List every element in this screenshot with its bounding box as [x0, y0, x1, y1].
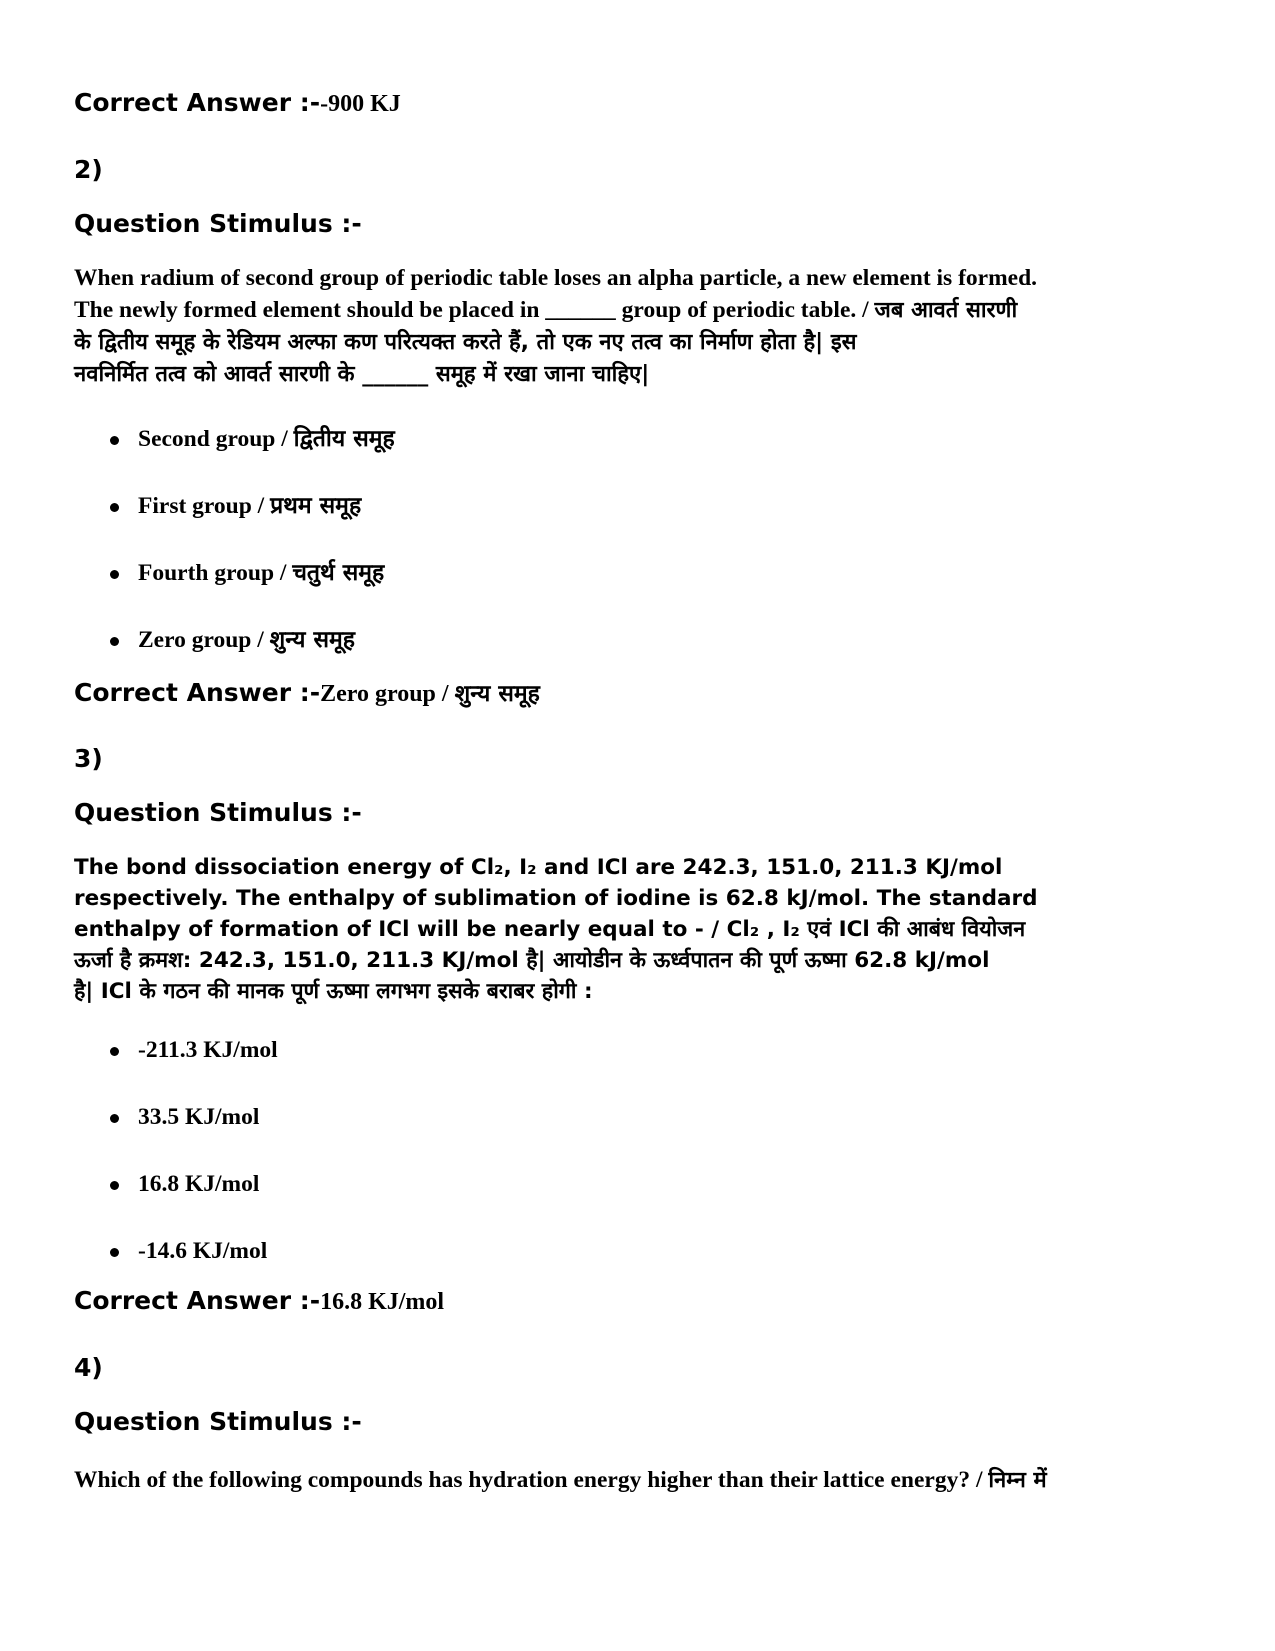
correct-answer-label: Correct Answer :-: [74, 1286, 321, 1315]
option-item: [74, 424, 1174, 491]
option-item: [74, 491, 1174, 558]
option-text-hi: प्रथम समूह: [270, 493, 362, 519]
bullet-icon: [110, 570, 119, 579]
correct-answer-value: Zero group /: [320, 681, 455, 707]
option-text-en: Zero group /: [138, 627, 270, 653]
option-text-en: First group /: [138, 493, 271, 519]
question-number: 3): [74, 744, 103, 773]
option-text-hi: शुन्य समूह: [269, 627, 355, 653]
question-stimulus-label: Question Stimulus :-: [74, 798, 362, 827]
option-item: [74, 1035, 1174, 1102]
option-text-hi: द्वितीय समूह: [293, 426, 395, 452]
option-list: [74, 424, 1174, 692]
stem-line: नवनिर्मित तत्व को आवर्त सारणी के ______ समूह में रखा जाना चाहिए|: [74, 362, 650, 387]
correct-answer-value-hi: शुन्य समूह: [454, 681, 540, 707]
option-text-en: Fourth group /: [138, 560, 293, 586]
option-list: [74, 1035, 1174, 1303]
option-text: -14.6 KJ/mol: [138, 1238, 268, 1264]
bullet-icon: [110, 503, 119, 512]
stem-text-hi: निम्न में: [988, 1468, 1047, 1493]
stem-line: [74, 1464, 1194, 1497]
question-number: 4): [74, 1353, 103, 1382]
correct-answer-value: -900 KJ: [320, 91, 401, 117]
option-text-hi: चतुर्थ समूह: [292, 560, 385, 586]
correct-answer-value: 16.8 KJ/mol: [320, 1289, 445, 1315]
option-text-en: Second group /: [138, 426, 294, 452]
stem-text-hi: जब आवर्त सारणी: [874, 298, 1018, 323]
stem-text-en: The newly formed element should be placed in ______ group of periodic table. /: [74, 297, 875, 323]
option-item: [74, 558, 1174, 625]
question-number: 2): [74, 155, 103, 184]
question-stem: [74, 852, 1194, 1007]
option-item: [74, 1169, 1174, 1236]
correct-answer: [74, 676, 540, 708]
option-text: -211.3 KJ/mol: [138, 1037, 278, 1063]
bullet-icon: [110, 436, 119, 445]
correct-answer: [74, 1286, 444, 1316]
stem-line: When radium of second group of periodic table loses an alpha particle, a new element is formed.: [74, 265, 1038, 291]
bullet-icon: [110, 1181, 119, 1190]
question-stem: [74, 1464, 1194, 1497]
stem-line: ऊर्जा है क्रमश: 242.3, 151.0, 211.3 KJ/mol है| आयोडीन के ऊर्ध्वपातन की पूर्ण ऊष्मा 62.8 kJ/mol: [74, 948, 990, 973]
option-item: [74, 1102, 1174, 1169]
stem-line: के द्वितीय समूह के रेडियम अल्फा कण परित्यक्त करते हैं, तो एक नए तत्व का निर्माण होता है| इस: [74, 330, 857, 355]
stem-text-en: Which of the following compounds has hydration energy higher than their lattice energy? /: [74, 1467, 989, 1493]
option-text: 33.5 KJ/mol: [138, 1104, 260, 1130]
stem-line: [74, 294, 1194, 327]
question-stimulus-label: Question Stimulus :-: [74, 1407, 362, 1436]
bullet-icon: [110, 637, 119, 646]
correct-answer-label: Correct Answer :-: [74, 678, 321, 707]
bullet-icon: [110, 1114, 119, 1123]
stem-line: respectively. The enthalpy of sublimation of iodine is 62.8 kJ/mol. The standard: [74, 886, 1038, 911]
previous-correct-answer: [74, 88, 401, 118]
question-stimulus-label: Question Stimulus :-: [74, 209, 362, 238]
stem-line: The bond dissociation energy of Cl₂, I₂ and ICl are 242.3, 151.0, 211.3 KJ/mol: [74, 855, 1003, 880]
stem-line: enthalpy of formation of ICl will be nearly equal to - / Cl₂ , I₂ एवं ICl की आबंध वियोजन: [74, 917, 1026, 942]
question-stem: [74, 262, 1194, 391]
bullet-icon: [110, 1047, 119, 1056]
stem-line: है| ICl के गठन की मानक पूर्ण ऊष्मा लगभग इसके बराबर होगी :: [74, 979, 593, 1004]
bullet-icon: [110, 1248, 119, 1257]
option-text: 16.8 KJ/mol: [138, 1171, 260, 1197]
correct-answer-label: Correct Answer :-: [74, 88, 321, 117]
